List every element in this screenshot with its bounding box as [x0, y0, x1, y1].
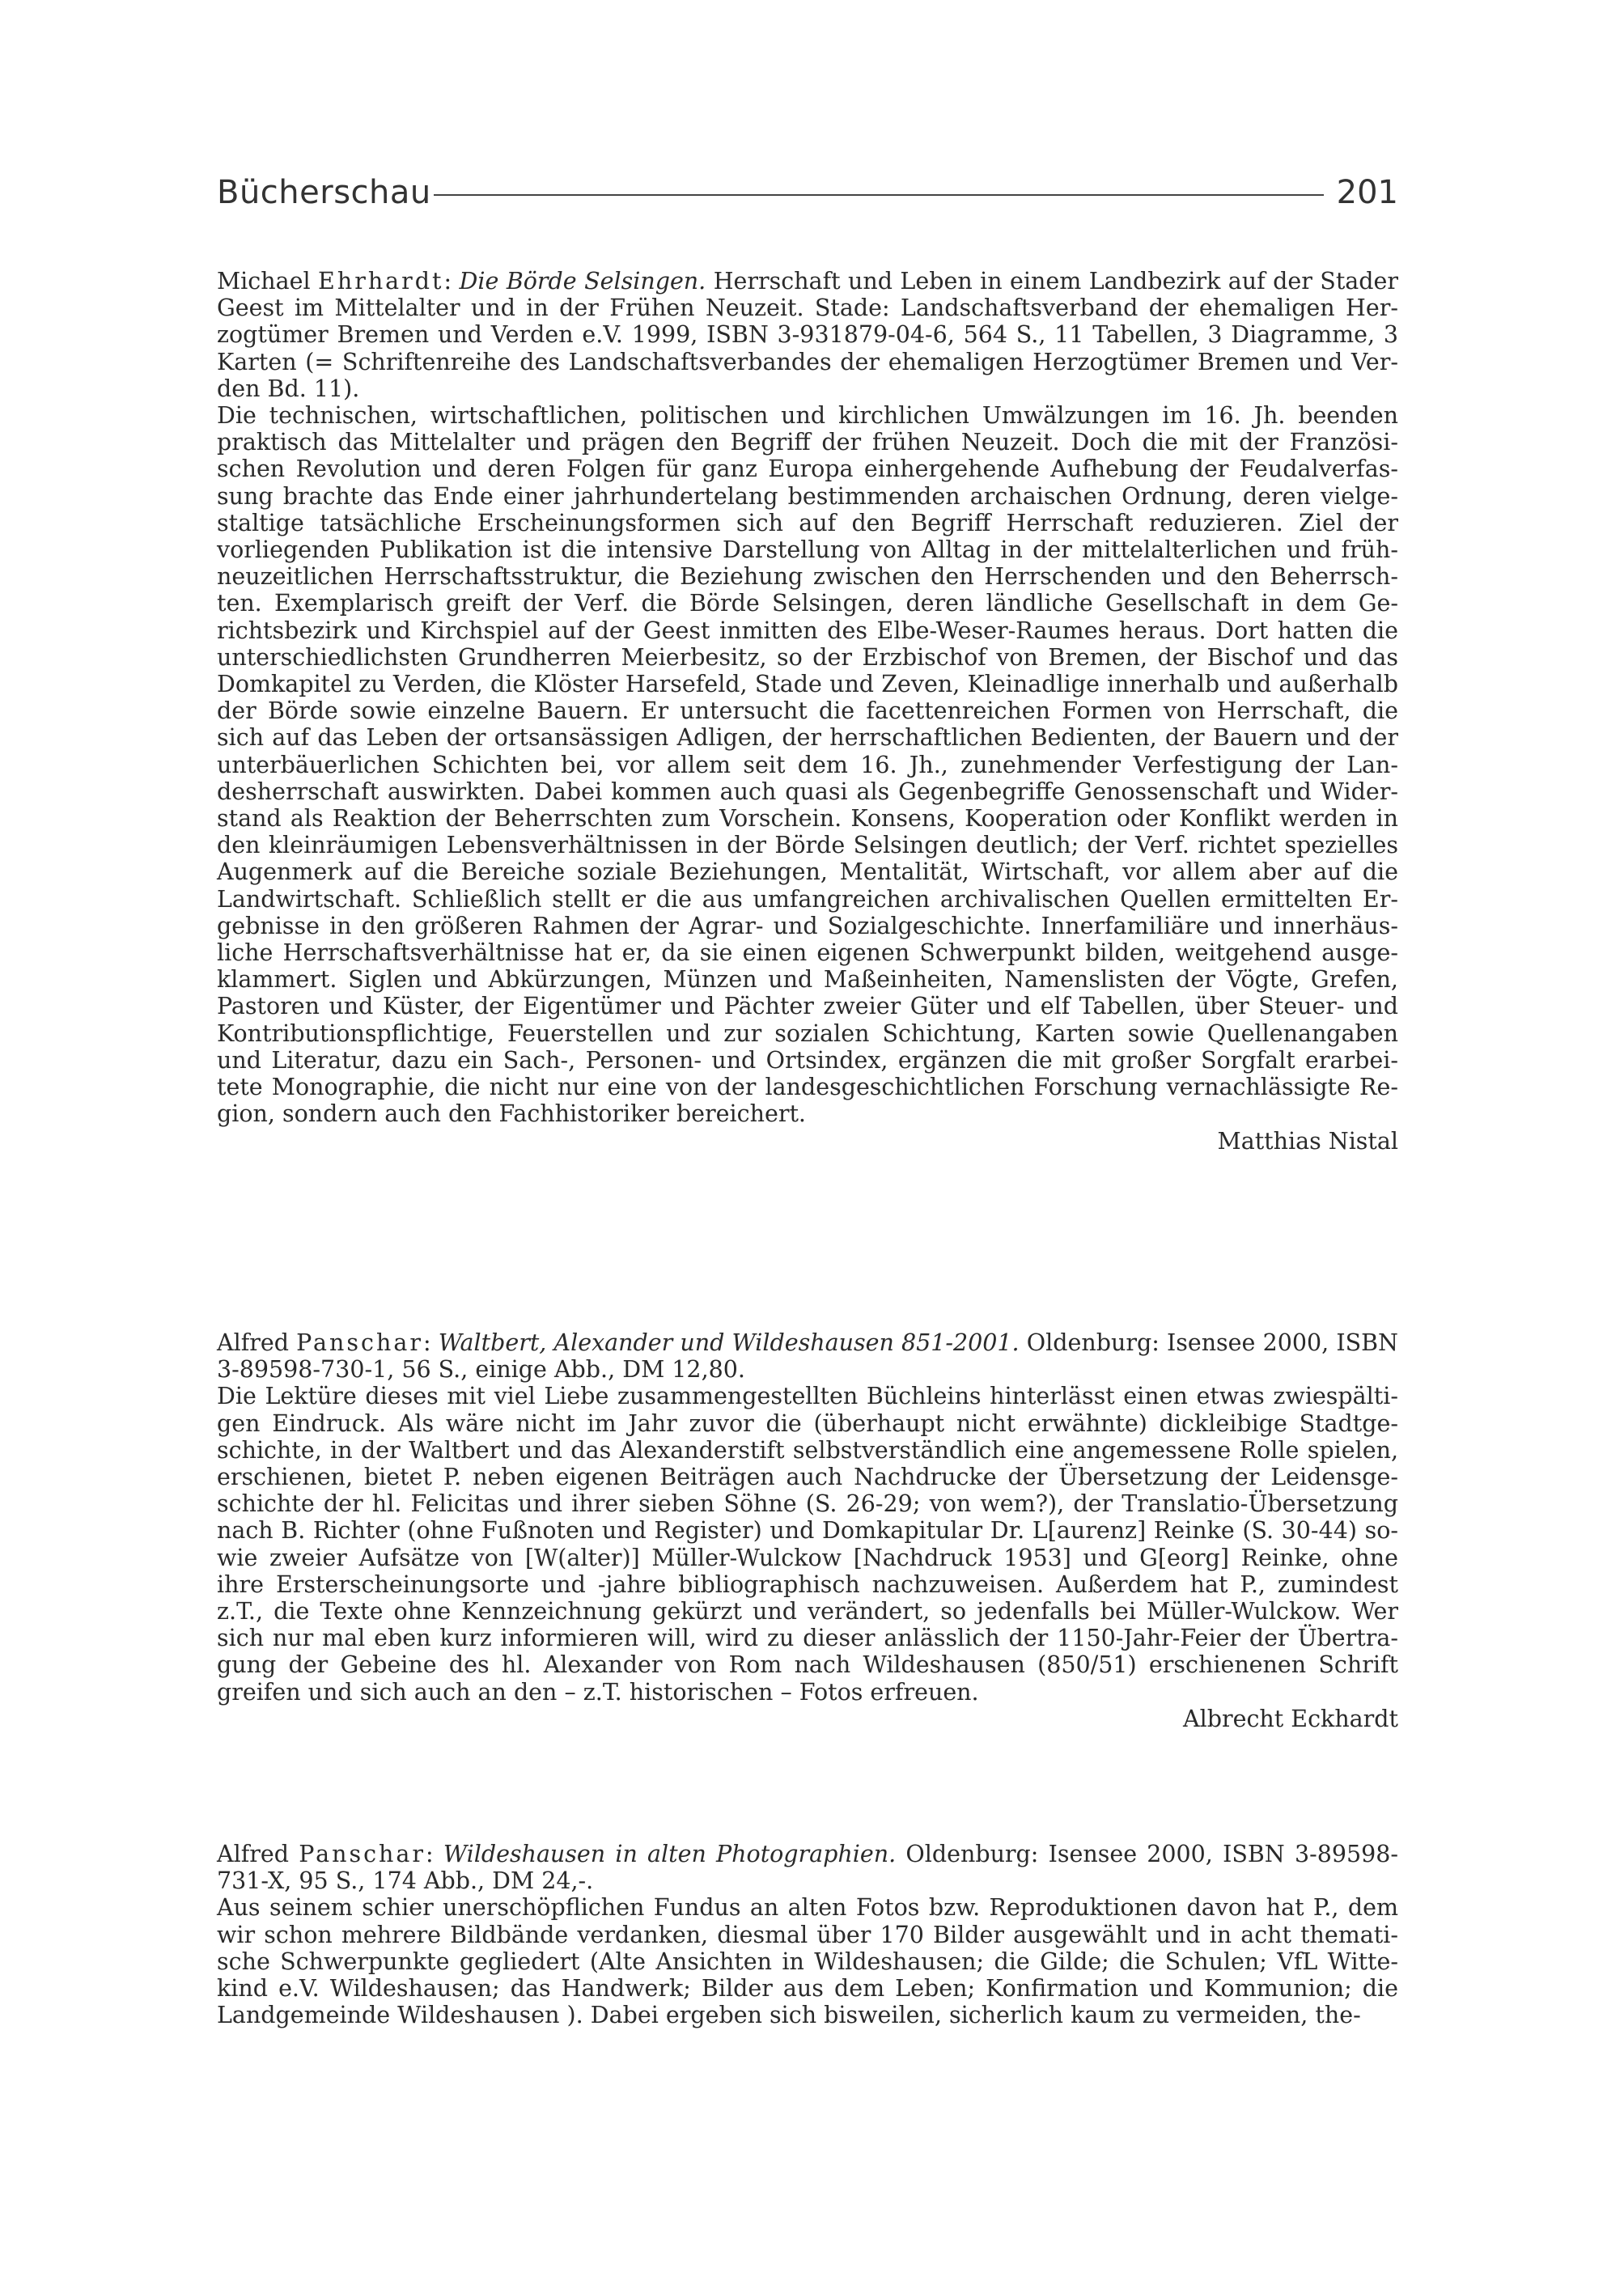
review-body: Die technischen, wirtschaftlichen, politischen und kirchlichen Umwälzungen im 16. Jh. beenden praktisch das Mittelalter und prägen den Begriff der frühen Neuzeit. Doch die mit der Französischen Revolution und deren Folgen für ganz Europa einhergehende Aufhebung der Feudalverfassung brachte das Ende einer jahrhundertelang bestimmenden archaischen Ordnung, deren vielgestaltige tatsächliche Erscheinungsformen sich auf den Begriff Herrschaft reduzieren. Ziel der vorliegenden Publikation ist die intensive Darstellung von Alltag in der mittelalterlichen und frühneuzeitlichen Herrschaftsstruktur, die Beziehung zwischen den Herrschenden und den Beherrschten. Exemplarisch greift der Verf. die Börde Selsingen, deren ländliche Gesellschaft in dem Gerichtsbezirk und Kirchspiel auf der Geest inmitten des Elbe-Weser-Raumes heraus. Dort hatten die unterschiedlichsten Grundherren Meierbesitz, so der Erzbischof von Bremen, der Bischof und das Domkapitel zu Verden, die Klöster Harsefeld, Stade und Zeven, Kleinadlige innerhalb und außerhalb der Börde sowie einzelne Bauern. Er untersucht die facettenreichen Formen von Herrschaft, die sich auf das Leben der ortsansässigen Adligen, der herrschaftlichen Bedienten, der Bauern und der unterbäuerlichen Schichten bei, vor allem seit dem 16. Jh., zunehmender Verfestigung der Landesherrschaft auswirkten. Dabei kommen auch quasi als Gegenbegriffe Genossenschaft und Widerstand als Reaktion der Beherrschten zum Vorschein. Konsens, Kooperation oder Konflikt werden in den kleinräumigen Lebensverhältnissen in der Börde Selsingen deutlich; der Verf. richtet spezielles Augenmerk auf die Bereiche soziale Beziehungen, Mentalität, Wirtschaft, vor allem aber auf die Landwirtschaft. Schließlich stellt er die aus umfangreichen archivalischen Quellen ermittelten Ergebnisse in den größeren Rahmen der Agrar- und Sozialgeschichte. Innerfamiliäre und innerhäusliche Herrschaftsverhältnisse hat er, da sie einen eigenen Schwerpunkt bilden, weitgehend ausgeklammert. Siglen und Abkürzungen, Münzen und Maßeinheiten, Namenslisten der Vögte, Grefen, Pastoren und Küster, der Eigentümer und Pächter zweier Güter und elf Tabellen, über Steuer- und Kontributionspflichtige, Feuerstellen und zur sozialen Schichtung, Karten sowie Quellenangaben und Literatur, dazu ein Sach-, Personen- und Ortsindex, ergänzen die mit großer Sorgfalt erarbeitete Monographie, die nicht nur eine von der landesgeschichtlichen Forschung vernachlässigte Region, sondern auch den Fachhistoriker bereichert. [217, 402, 1398, 1128]
book-review [217, 268, 1398, 1155]
running-header [217, 168, 1398, 217]
book-title: Waltbert, Alexander und Wildeshausen 851-2001. [438, 1329, 1020, 1356]
review-body: Aus seinem schier unerschöpflichen Fundus an alten Fotos bzw. Reproduktionen davon hat P., dem wir schon mehrere Bildbände verdanken, diesmal über 170 Bilder ausgewählt und in acht thematische Schwerpunkte gegliedert (Alte Ansichten in Wildeshausen; die Gilde; die Schulen; VfL Wittekind e.V. Wildeshausen; das Handwerk; Bilder aus dem Leben; Konfirmation und Kommunion; die Landgemeinde Wildeshausen ). Dabei ergeben sich bisweilen, sicherlich kaum zu vermeiden, the- [217, 1894, 1398, 2029]
bibliographic-details: Oldenburg: Isensee 2000, ISBN 3-89598-730-1, 56 S., einige Abb., DM 12,80. [217, 1329, 1398, 1384]
book-review [217, 1841, 1398, 2028]
bibliographic-entry: Michael Ehrhardt: Die Börde Selsingen. Herrschaft und Leben in einem Landbezirk auf der Stader Geest im Mittelalter und in der Frühen Neuzeit. Stade: Landschaftsverband der ehemaligen Herzogtümer Bremen und Verden e.V. 1999, ISBN 3-931879-04-6, 564 S., 11 Tabellen, 3 Diagramme, 3 Karten (= Schriftenreihe des Landschaftsverbandes der ehemaligen Herzogtümer Bremen und Verden Bd. 11). [217, 268, 1399, 402]
header-rule [434, 194, 1324, 196]
bibliographic-details: Oldenburg: Isensee 2000, ISBN 3-89598-731-X, 95 S., 174 Abb., DM 24,-. [217, 1841, 1399, 1895]
author-first-name: Michael [217, 268, 311, 295]
bibliographic-details: Herrschaft und Leben in einem Landbezirk auf der Stader Geest im Mittelalter und in der Frühen Neuzeit. Stade: Landschaftsverband der ehemaligen Herzogtümer Bremen und Verden e.V. 1999, ISBN 3-931879-04-6, 564 S., 11 Tabellen, 3 Diagramme, 3 Karten (= Schriftenreihe des Landschaftsverbandes der ehemaligen Herzogtümer Bremen und Verden Bd. 11). [217, 268, 1399, 402]
author-first-name: Alfred [217, 1841, 289, 1867]
author-first-name: Alfred [217, 1329, 289, 1356]
bibliographic-entry: Alfred Panschar: Waltbert, Alexander und Wildeshausen 851-2001. Oldenburg: Isensee 2000, ISBN 3-89598-730-1, 56 S., einige Abb., DM 12,80. [217, 1329, 1398, 1384]
book-review [217, 1329, 1398, 1732]
author-last-name: Panschar [296, 1329, 423, 1356]
section-title: Bücherschau [217, 174, 431, 211]
page-number: 201 [1336, 174, 1398, 211]
reviewer-name: Matthias Nistal [1217, 1127, 1398, 1155]
reviewer-name: Albrecht Eckhardt [1183, 1705, 1398, 1732]
book-title: Die Börde Selsingen. [459, 268, 706, 295]
book-title: Wildeshausen in alten Photographien. [443, 1841, 897, 1867]
author-last-name: Ehrhardt [318, 268, 444, 295]
bibliographic-entry: Alfred Panschar: Wildeshausen in alten Photographien. Oldenburg: Isensee 2000, ISBN 3-89598-731-X, 95 S., 174 Abb., DM 24,-. [217, 1841, 1399, 1895]
review-body: Die Lektüre dieses mit viel Liebe zusammengestellten Büchleins hinterlässt einen etwas zwiespältigen Eindruck. Als wäre nicht im Jahr zuvor die (überhaupt nicht erwähnte) dickleibige Stadtgeschichte, in der Waltbert und das Alexanderstift selbstverständlich eine angemessene Rolle spielen, erschienen, bietet P. neben eigenen Beiträgen auch Nachdrucke der Übersetzung der Leidensgeschichte der hl. Felicitas und ihrer sieben Söhne (S. 26-29; von wem?), der Translatio-Übersetzung nach B. Richter (ohne Fußnoten und Register) und Domkapitular Dr. L[aurenz] Reinke (S. 30-44) sowie zweier Aufsätze von [W(alter)] Müller-Wulckow [Nachdruck 1953] und G[eorg] Reinke, ohne ihre Ersterscheinungsorte und -jahre bibliographisch nachzuweisen. Außerdem hat P., zumindest z.T., die Texte ohne Kennzeichnung gekürzt und verändert, so jedenfalls bei Müller-Wulckow. Wer sich nur mal eben kurz informieren will, wird zu dieser anlässlich der 1150-Jahr-Feier der Übertragung der Gebeine des hl. Alexander von Rom nach Wildeshausen (850/51) erschienenen Schrift greifen und sich auch an den – z.T. historischen – Fotos erfreuen. [217, 1383, 1398, 1706]
author-last-name: Panschar [299, 1841, 426, 1867]
